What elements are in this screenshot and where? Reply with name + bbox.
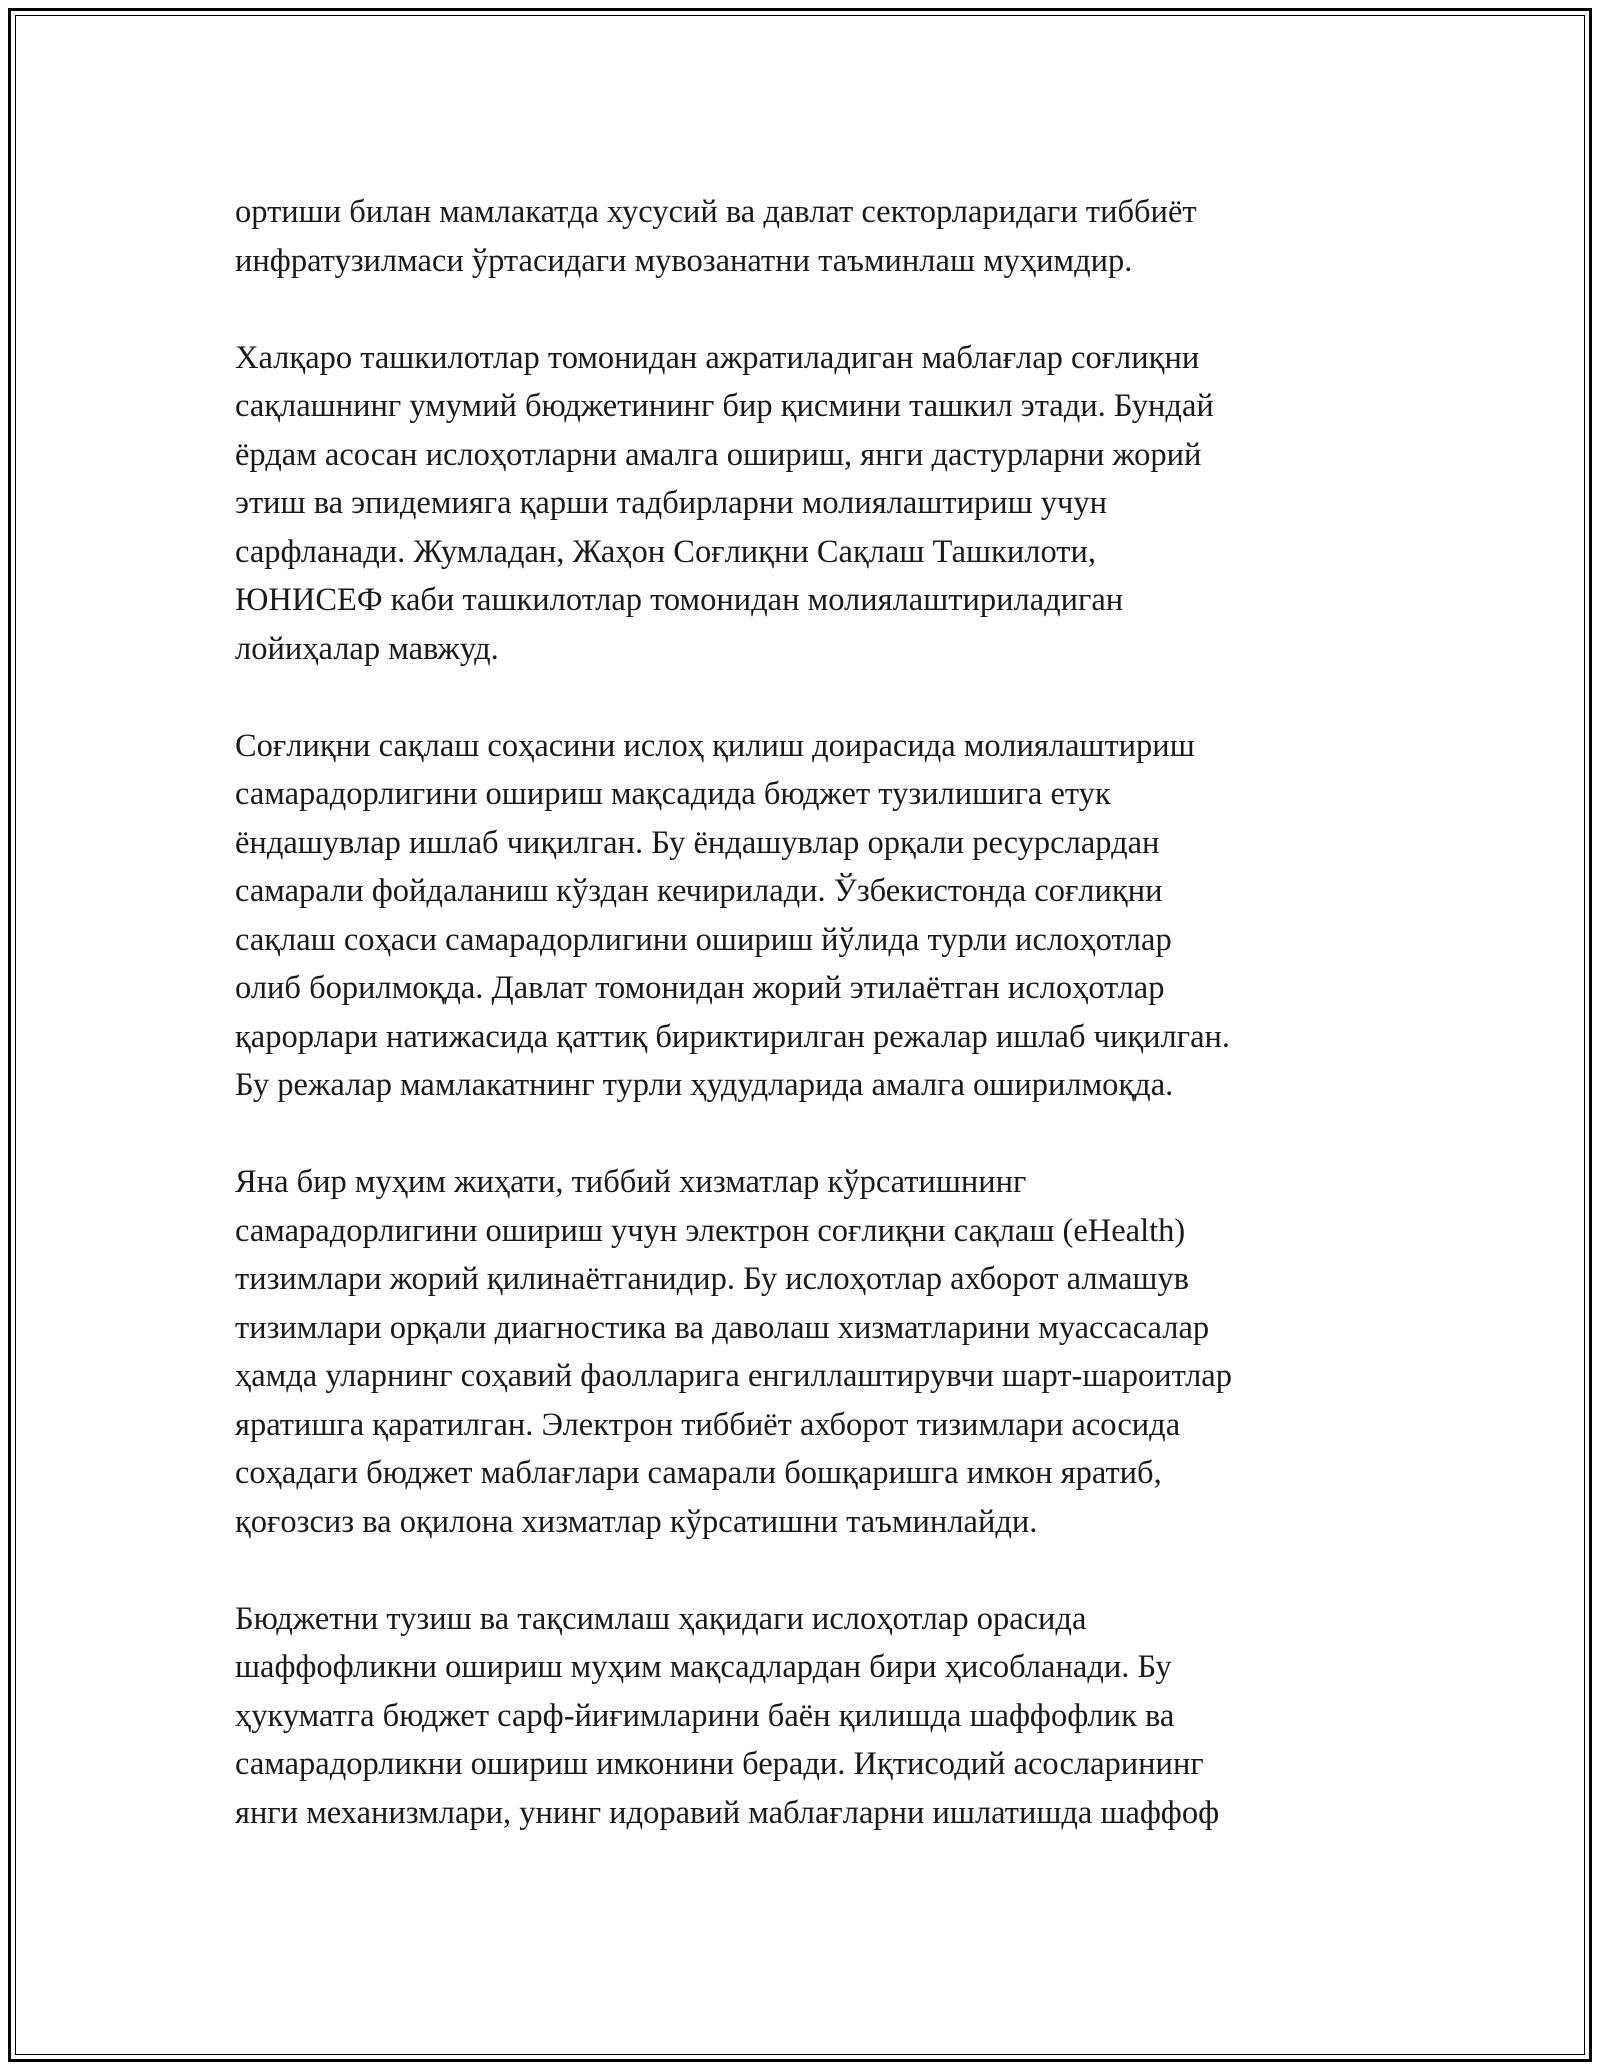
text-line: Яна бир муҳим жиҳати, тиббий хизматлар кўрсатишнинг: [235, 1164, 1027, 1200]
paragraph: [235, 188, 1415, 285]
text-line: этиш ва эпидемияга қарши тадбирларни молиялаштириш учун: [235, 485, 1108, 521]
text-line: Бюджетни тузиш ва тақсимлаш ҳақидаги ислоҳотлар орасида: [235, 1600, 1087, 1637]
text-line: тизимлари орқали диагностика ва даволаш хизматларини муассасалар: [235, 1309, 1210, 1346]
text-line: Соғлиқни сақлаш соҳасини ислоҳ қилиш доирасида молиялаштириш: [235, 727, 1195, 764]
text-line: ёндашувлар ишлаб чиқилган. Бу ёндашувлар орқали ресурслардан: [235, 824, 1160, 861]
text-line: сақлашнинг умумий бюджетининг бир қисмини ташкил этади. Бундай: [235, 388, 1214, 424]
text-line: янги механизмлари, унинг идоравий маблағларни ишлатишда шаффоф: [235, 1794, 1220, 1831]
text-line: сарфланади. Жумладан, Жаҳон Соғлиқни Сақлаш Ташкилоти,: [235, 533, 1096, 570]
text-line: сақлаш соҳаси самарадорлигини ошириш йўлида турли ислоҳотлар: [235, 921, 1172, 958]
text-line: Халқаро ташкилотлар томонидан ажратиладиган маблағлар соғлиқни: [235, 339, 1200, 376]
text-line: тизимлари жорий қилинаётганидир. Бу ислоҳотлар ахборот алмашув: [235, 1261, 1190, 1297]
text-line: Бу режалар мамлакатнинг турли ҳудудларида амалга оширилмоқда.: [235, 1067, 1174, 1103]
paragraph: [235, 1158, 1415, 1546]
text-line: шаффофликни ошириш муҳим мақсадлардан бири ҳисобланади. Бу: [235, 1649, 1172, 1685]
text-line: олиб борилмоқда. Давлат томонидан жорий этилаётган ислоҳотлар: [235, 970, 1165, 1006]
paragraph: [235, 1595, 1415, 1838]
text-line: қоғозсиз ва оқилона хизматлар кўрсатишни таъминлайди.: [235, 1503, 1038, 1540]
text-line: лойиҳалар мавжуд.: [235, 630, 499, 667]
text-line: қарорлари натижасида қаттиқ бириктирилган режалар ишлаб чиқилган.: [235, 1018, 1231, 1055]
document-body: [235, 188, 1415, 1886]
paragraph: [235, 722, 1415, 1110]
text-line: самарали фойдаланиш кўздан кечирилади. Ўзбекистонда соғлиқни: [235, 873, 1163, 909]
text-line: соҳадаги бюджет маблағлари самарали бошқаришга имкон яратиб,: [235, 1455, 1162, 1491]
text-line: ҳамда уларнинг соҳавий фаолларига енгиллаштирувчи шарт-шароитлар: [235, 1358, 1232, 1394]
text-line: самарадорлигини ошириш мақсадида бюджет тузилишига етук: [235, 776, 1111, 812]
text-line: ёрдам асосан ислоҳотларни амалга ошириш, янги дастурларни жорий: [235, 436, 1202, 473]
text-line: самарадорликни ошириш имконини беради. Иқтисодий асосларининг: [235, 1746, 1204, 1782]
text-line: самарадорлигини ошириш учун электрон соғлиқни сақлаш (eHealth): [235, 1212, 1186, 1249]
text-line: инфратузилмаси ўртасидаги мувозанатни таъминлаш муҳимдир.: [235, 242, 1133, 279]
text-line: яратишга қаратилган. Электрон тиббиёт ахборот тизимлари асосида: [235, 1406, 1181, 1443]
text-line: ортиши билан мамлакатда хусусий ва давлат секторларидаги тиббиёт: [235, 194, 1197, 230]
text-line: ҳукуматга бюджет сарф-йиғимларини баён қилишда шаффофлик ва: [235, 1697, 1175, 1734]
paragraph: [235, 334, 1415, 674]
text-line: ЮНИСЕФ каби ташкилотлар томонидан молиялаштириладиган: [235, 582, 1124, 618]
